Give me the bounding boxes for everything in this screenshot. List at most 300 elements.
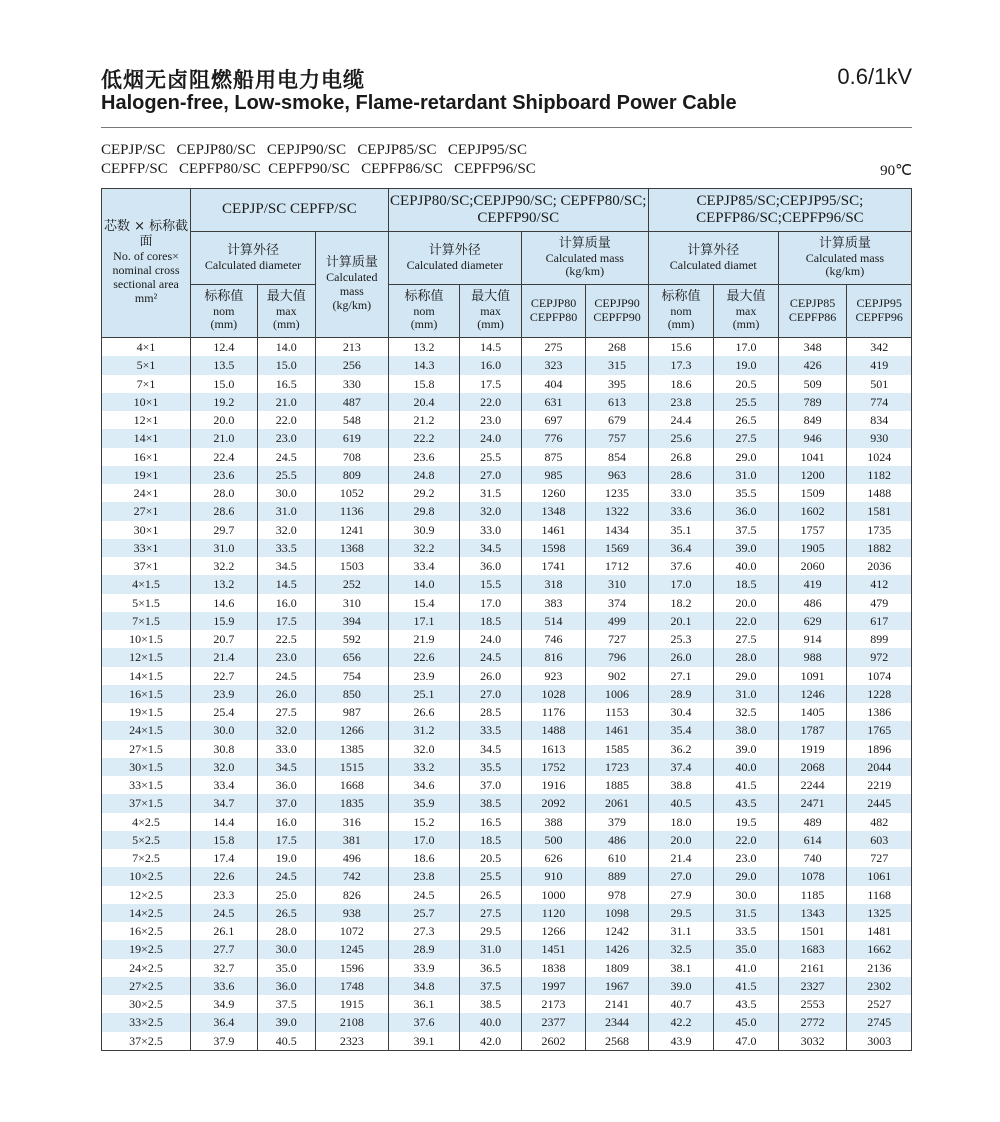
cell-diam-max: 24.5 xyxy=(257,867,315,885)
nom-header-2-unit: (mm) xyxy=(410,317,438,332)
cell-mass-cepjp95: 972 xyxy=(847,648,912,666)
cell-diam80-max: 38.5 xyxy=(460,995,521,1013)
cell-diam80-nom: 30.9 xyxy=(388,521,460,539)
corner-header xyxy=(102,189,191,338)
cell-mass-cepjp80: 1997 xyxy=(521,977,586,995)
cell-mass-cepjp90: 889 xyxy=(586,867,648,885)
nom-header-1-unit: (mm) xyxy=(210,317,238,332)
cell-diam80-nom: 21.9 xyxy=(388,630,460,648)
cell-diam80-max: 37.0 xyxy=(460,776,521,794)
cell-mass-cepjp95: 1735 xyxy=(847,521,912,539)
diameter-header-1 xyxy=(191,232,316,285)
cell-mass-cepjp85: 740 xyxy=(778,849,847,867)
nom-header-3-en: nom xyxy=(670,303,692,318)
cell-diam85-nom: 15.6 xyxy=(648,338,714,357)
cell-diam85-nom: 29.5 xyxy=(648,904,714,922)
cell-diam-nom: 34.9 xyxy=(191,995,258,1013)
table-row xyxy=(102,521,912,539)
cell-diam80-max: 29.5 xyxy=(460,922,521,940)
max-header-3-en: max xyxy=(735,303,757,318)
cell-mass-cepjp80: 2602 xyxy=(521,1032,586,1051)
cell-diam85-nom: 21.4 xyxy=(648,849,714,867)
cell-mass-cepjp80: 1348 xyxy=(521,502,586,520)
nom-header-1-en: nom xyxy=(213,303,235,318)
cell-diam85-nom: 25.3 xyxy=(648,630,714,648)
cell-size: 12×1 xyxy=(102,411,191,429)
cell-diam80-nom: 17.0 xyxy=(388,831,460,849)
cell-diam85-max: 22.0 xyxy=(714,831,779,849)
cell-diam80-nom: 25.1 xyxy=(388,685,460,703)
cell-mass-cepjp80: 1266 xyxy=(521,922,586,940)
cell-diam85-nom: 28.6 xyxy=(648,466,714,484)
corner-header-en: No. of cores× nominal cross sectional area mm² xyxy=(112,249,180,305)
cell-mass-cepjp85: 2060 xyxy=(778,557,847,575)
cell-diam-nom: 22.6 xyxy=(191,867,258,885)
cell-mass-cepjp90: 310 xyxy=(586,575,648,593)
cell-diam80-max: 17.5 xyxy=(460,375,521,393)
cell-mass-cepjp95: 1168 xyxy=(847,886,912,904)
cell-diam85-max: 19.5 xyxy=(714,813,779,831)
cell-diam-nom: 24.5 xyxy=(191,904,258,922)
cell-diam-max: 39.0 xyxy=(257,1013,315,1031)
cell-diam80-nom: 25.7 xyxy=(388,904,460,922)
cell-diam85-max: 17.0 xyxy=(714,338,779,357)
cell-mass-cepjp80: 1488 xyxy=(521,721,586,739)
cell-diam85-nom: 32.5 xyxy=(648,940,714,958)
cell-mass: 850 xyxy=(315,685,388,703)
cell-diam80-nom: 23.8 xyxy=(388,867,460,885)
cell-mass-cepjp85: 2471 xyxy=(778,794,847,812)
cell-diam80-nom: 27.3 xyxy=(388,922,460,940)
cell-size: 37×1.5 xyxy=(102,794,191,812)
cell-mass-cepjp80: 816 xyxy=(521,648,586,666)
cell-diam80-max: 36.5 xyxy=(460,959,521,977)
max-header-2-unit: (mm) xyxy=(477,317,504,332)
cell-diam85-nom: 18.2 xyxy=(648,594,714,612)
cell-diam80-max: 17.0 xyxy=(460,594,521,612)
page-title-english: Halogen-free, Low-smoke, Flame-retardant Shipboard Power Cable xyxy=(101,92,737,114)
group-header-standard: CEPJP/SC CEPFP/SC xyxy=(191,189,389,232)
cell-diam-max: 25.5 xyxy=(257,466,315,484)
table-row xyxy=(102,648,912,666)
cell-diam-max: 30.0 xyxy=(257,484,315,502)
cell-diam-nom: 13.2 xyxy=(191,575,258,593)
cell-diam80-max: 16.5 xyxy=(460,813,521,831)
cell-diam80-nom: 21.2 xyxy=(388,411,460,429)
cell-diam85-nom: 27.0 xyxy=(648,867,714,885)
mass-header-1 xyxy=(315,232,388,338)
cell-mass-cepjp95: 1061 xyxy=(847,867,912,885)
cell-mass: 1515 xyxy=(315,758,388,776)
title-divider xyxy=(101,127,912,128)
cell-size: 10×1 xyxy=(102,393,191,411)
cell-diam80-max: 33.5 xyxy=(460,721,521,739)
cell-diam-nom: 29.7 xyxy=(191,521,258,539)
cell-mass-cepjp95: 1765 xyxy=(847,721,912,739)
cell-mass: 656 xyxy=(315,648,388,666)
cell-mass-cepjp90: 1153 xyxy=(586,703,648,721)
cell-mass-cepjp80: 323 xyxy=(521,356,586,374)
cell-mass-cepjp95: 2302 xyxy=(847,977,912,995)
cell-diam80-max: 37.5 xyxy=(460,977,521,995)
cell-diam80-nom: 14.0 xyxy=(388,575,460,593)
cell-diam85-max: 31.5 xyxy=(714,904,779,922)
table-row xyxy=(102,904,912,922)
cell-mass-cepjp95: 2044 xyxy=(847,758,912,776)
cell-diam80-max: 23.0 xyxy=(460,411,521,429)
table-row xyxy=(102,849,912,867)
cell-diam80-nom: 14.3 xyxy=(388,356,460,374)
cell-mass-cepjp90: 1242 xyxy=(586,922,648,940)
cell-mass-cepjp95: 1024 xyxy=(847,448,912,466)
cell-diam80-nom: 22.6 xyxy=(388,648,460,666)
cell-mass-cepjp90: 796 xyxy=(586,648,648,666)
cell-mass-cepjp95: 1662 xyxy=(847,940,912,958)
cell-size: 19×1 xyxy=(102,466,191,484)
cable-spec-table xyxy=(101,188,912,1051)
cell-mass-cepjp80: 275 xyxy=(521,338,586,357)
cell-diam85-nom: 25.6 xyxy=(648,429,714,447)
cell-mass-cepjp80: 1598 xyxy=(521,539,586,557)
diameter-header-3-cn: 计算外径 xyxy=(687,242,740,258)
cell-mass: 394 xyxy=(315,612,388,630)
cell-mass: 1748 xyxy=(315,977,388,995)
table-row xyxy=(102,1013,912,1031)
table-row xyxy=(102,393,912,411)
cell-diam85-nom: 20.1 xyxy=(648,612,714,630)
cell-diam-max: 40.5 xyxy=(257,1032,315,1051)
cell-mass-cepjp95: 1481 xyxy=(847,922,912,940)
cell-size: 12×1.5 xyxy=(102,648,191,666)
cell-mass-cepjp95: 1182 xyxy=(847,466,912,484)
cell-diam-nom: 15.0 xyxy=(191,375,258,393)
cell-diam80-max: 24.0 xyxy=(460,429,521,447)
cell-size: 33×1.5 xyxy=(102,776,191,794)
cell-diam85-max: 45.0 xyxy=(714,1013,779,1031)
cell-diam-nom: 13.5 xyxy=(191,356,258,374)
max-header-1-cn: 最大值 xyxy=(266,288,306,304)
cell-diam-max: 22.0 xyxy=(257,411,315,429)
cell-mass-cepjp95: 412 xyxy=(847,575,912,593)
cell-diam85-max: 28.0 xyxy=(714,648,779,666)
cell-diam-max: 32.0 xyxy=(257,721,315,739)
cell-diam80-max: 27.0 xyxy=(460,685,521,703)
cell-diam80-max: 14.5 xyxy=(460,338,521,357)
cell-diam-nom: 26.1 xyxy=(191,922,258,940)
cell-mass-cepjp95: 774 xyxy=(847,393,912,411)
diameter-header-1-en: Calculated diameter xyxy=(204,257,302,272)
cell-mass-cepjp85: 1787 xyxy=(778,721,847,739)
cell-diam-max: 26.0 xyxy=(257,685,315,703)
cell-mass-cepjp95: 3003 xyxy=(847,1032,912,1051)
cell-mass-cepjp80: 1120 xyxy=(521,904,586,922)
cell-mass: 2108 xyxy=(315,1013,388,1031)
mass-header-3-cn: 计算质量 xyxy=(818,235,871,251)
cell-diam-nom: 32.2 xyxy=(191,557,258,575)
cell-mass-cepjp90: 757 xyxy=(586,429,648,447)
cell-diam-nom: 28.6 xyxy=(191,502,258,520)
cell-size: 27×2.5 xyxy=(102,977,191,995)
cell-diam80-max: 22.0 xyxy=(460,393,521,411)
cell-mass-cepjp85: 419 xyxy=(778,575,847,593)
cell-mass: 310 xyxy=(315,594,388,612)
cell-diam85-max: 29.0 xyxy=(714,867,779,885)
cell-mass-cepjp85: 2553 xyxy=(778,995,847,1013)
mass-col-cepjp80: CEPJP80 CEPFP80 xyxy=(521,285,586,338)
cell-mass-cepjp80: 1752 xyxy=(521,758,586,776)
mass-header-2-cn: 计算质量 xyxy=(558,235,611,251)
cell-mass: 496 xyxy=(315,849,388,867)
cell-diam85-nom: 17.0 xyxy=(648,575,714,593)
cell-mass: 1368 xyxy=(315,539,388,557)
table-row xyxy=(102,794,912,812)
cell-diam85-max: 19.0 xyxy=(714,356,779,374)
cell-diam80-max: 40.0 xyxy=(460,1013,521,1031)
group-header-80-90: CEPJP80/SC;CEPJP90/SC; CEPFP80/SC; CEPFP90/SC xyxy=(388,189,648,232)
cell-mass-cepjp95: 1581 xyxy=(847,502,912,520)
cell-mass-cepjp80: 746 xyxy=(521,630,586,648)
table-row xyxy=(102,466,912,484)
cell-mass-cepjp85: 1757 xyxy=(778,521,847,539)
cell-mass-cepjp90: 902 xyxy=(586,667,648,685)
cell-mass-cepjp80: 697 xyxy=(521,411,586,429)
cell-diam85-nom: 28.9 xyxy=(648,685,714,703)
table-row xyxy=(102,886,912,904)
cell-size: 16×2.5 xyxy=(102,922,191,940)
cell-diam85-max: 36.0 xyxy=(714,502,779,520)
cell-diam85-nom: 37.4 xyxy=(648,758,714,776)
max-header-1-unit: (mm) xyxy=(272,317,300,332)
table-row xyxy=(102,557,912,575)
cell-diam80-nom: 20.4 xyxy=(388,393,460,411)
table-row xyxy=(102,703,912,721)
cell-mass: 1915 xyxy=(315,995,388,1013)
cell-diam85-max: 23.0 xyxy=(714,849,779,867)
cell-size: 5×1.5 xyxy=(102,594,191,612)
cell-mass-cepjp95: 2445 xyxy=(847,794,912,812)
cell-diam80-nom: 17.1 xyxy=(388,612,460,630)
cell-diam85-max: 25.5 xyxy=(714,393,779,411)
cell-mass-cepjp95: 2745 xyxy=(847,1013,912,1031)
max-header-2-cn: 最大值 xyxy=(471,288,511,304)
cell-size: 24×2.5 xyxy=(102,959,191,977)
max-header-3 xyxy=(714,285,779,338)
cell-diam85-nom: 36.4 xyxy=(648,539,714,557)
cell-diam85-nom: 30.4 xyxy=(648,703,714,721)
cell-mass-cepjp85: 2327 xyxy=(778,977,847,995)
cell-mass-cepjp85: 2772 xyxy=(778,1013,847,1031)
cell-diam80-nom: 32.2 xyxy=(388,539,460,557)
cell-diam85-max: 20.5 xyxy=(714,375,779,393)
cell-mass-cepjp90: 1006 xyxy=(586,685,648,703)
cell-diam85-nom: 27.1 xyxy=(648,667,714,685)
cell-mass-cepjp90: 1098 xyxy=(586,904,648,922)
cell-mass-cepjp90: 727 xyxy=(586,630,648,648)
cell-diam-nom: 31.0 xyxy=(191,539,258,557)
cell-diam-max: 26.5 xyxy=(257,904,315,922)
cell-mass-cepjp90: 1723 xyxy=(586,758,648,776)
cell-mass-cepjp85: 1905 xyxy=(778,539,847,557)
table-row xyxy=(102,411,912,429)
cell-mass: 213 xyxy=(315,338,388,357)
nom-header-3 xyxy=(648,285,714,338)
cell-diam80-max: 28.5 xyxy=(460,703,521,721)
max-header-1-en: max xyxy=(275,303,297,318)
cell-diam-max: 17.5 xyxy=(257,831,315,849)
cell-mass-cepjp80: 923 xyxy=(521,667,586,685)
cell-diam-nom: 21.4 xyxy=(191,648,258,666)
table-row xyxy=(102,612,912,630)
cell-diam80-nom: 35.9 xyxy=(388,794,460,812)
cell-diam-max: 34.5 xyxy=(257,557,315,575)
cell-diam80-max: 32.0 xyxy=(460,502,521,520)
cell-diam80-max: 33.0 xyxy=(460,521,521,539)
cell-diam85-max: 18.5 xyxy=(714,575,779,593)
diameter-header-1-cn: 计算外径 xyxy=(227,242,280,258)
cell-mass-cepjp90: 2141 xyxy=(586,995,648,1013)
cell-diam-max: 14.5 xyxy=(257,575,315,593)
model-list-line-1: CEPJP/SC CEPJP80/SC CEPJP90/SC CEPJP85/SC CEPJP95/SC xyxy=(101,142,528,158)
cell-diam-nom: 21.0 xyxy=(191,429,258,447)
cell-mass-cepjp80: 388 xyxy=(521,813,586,831)
cell-diam80-nom: 37.6 xyxy=(388,1013,460,1031)
cell-diam85-max: 27.5 xyxy=(714,429,779,447)
cell-diam80-max: 15.5 xyxy=(460,575,521,593)
cell-size: 30×2.5 xyxy=(102,995,191,1013)
cell-diam85-max: 26.5 xyxy=(714,411,779,429)
cell-mass-cepjp85: 1405 xyxy=(778,703,847,721)
cell-diam85-max: 37.5 xyxy=(714,521,779,539)
cell-mass-cepjp95: 930 xyxy=(847,429,912,447)
cell-mass-cepjp95: 617 xyxy=(847,612,912,630)
cell-diam-max: 16.5 xyxy=(257,375,315,393)
cell-diam-nom: 17.4 xyxy=(191,849,258,867)
cell-diam80-nom: 29.8 xyxy=(388,502,460,520)
cell-mass-cepjp95: 1488 xyxy=(847,484,912,502)
cell-diam80-nom: 39.1 xyxy=(388,1032,460,1051)
model-list-line-2: CEPFP/SC CEPFP80/SC CEPFP90/SC CEPFP86/SC CEPFP96/SC xyxy=(101,161,536,177)
cell-size: 16×1 xyxy=(102,448,191,466)
cell-diam-nom: 15.9 xyxy=(191,612,258,630)
cell-mass-cepjp95: 482 xyxy=(847,813,912,831)
cell-diam80-max: 27.5 xyxy=(460,904,521,922)
cell-diam-max: 36.0 xyxy=(257,776,315,794)
cell-mass-cepjp85: 1185 xyxy=(778,886,847,904)
cell-mass-cepjp90: 315 xyxy=(586,356,648,374)
cell-diam85-max: 31.0 xyxy=(714,466,779,484)
cell-mass-cepjp85: 614 xyxy=(778,831,847,849)
mass-header-1-unit: (kg/km) xyxy=(332,297,372,312)
cell-mass: 742 xyxy=(315,867,388,885)
cell-mass: 1266 xyxy=(315,721,388,739)
temperature-rating: 90℃ xyxy=(880,163,912,179)
cell-diam-max: 35.0 xyxy=(257,959,315,977)
cell-mass-cepjp95: 342 xyxy=(847,338,912,357)
cell-mass-cepjp85: 486 xyxy=(778,594,847,612)
cell-mass: 754 xyxy=(315,667,388,685)
cell-size: 4×1.5 xyxy=(102,575,191,593)
cell-diam-nom: 33.4 xyxy=(191,776,258,794)
cell-size: 30×1.5 xyxy=(102,758,191,776)
cell-diam80-nom: 29.2 xyxy=(388,484,460,502)
group-header-85-95: CEPJP85/SC;CEPJP95/SC; CEPFP86/SC;CEPFP96/SC xyxy=(648,189,911,232)
cell-diam85-nom: 24.4 xyxy=(648,411,714,429)
cell-mass-cepjp85: 1246 xyxy=(778,685,847,703)
cell-mass: 1245 xyxy=(315,940,388,958)
cell-diam-nom: 32.0 xyxy=(191,758,258,776)
cell-diam80-max: 34.5 xyxy=(460,539,521,557)
cell-diam85-nom: 37.6 xyxy=(648,557,714,575)
diameter-header-2 xyxy=(388,232,521,285)
cell-mass-cepjp85: 946 xyxy=(778,429,847,447)
cell-diam85-nom: 35.4 xyxy=(648,721,714,739)
diameter-header-3 xyxy=(648,232,778,285)
cell-diam-max: 36.0 xyxy=(257,977,315,995)
cell-mass-cepjp80: 2377 xyxy=(521,1013,586,1031)
cell-mass-cepjp80: 318 xyxy=(521,575,586,593)
cell-diam80-max: 31.0 xyxy=(460,940,521,958)
table-row xyxy=(102,594,912,612)
table-row xyxy=(102,484,912,502)
cell-diam85-nom: 33.0 xyxy=(648,484,714,502)
cell-mass-cepjp90: 1235 xyxy=(586,484,648,502)
cell-diam85-nom: 36.2 xyxy=(648,740,714,758)
cell-mass-cepjp95: 2136 xyxy=(847,959,912,977)
cell-mass-cepjp80: 1838 xyxy=(521,959,586,977)
cell-diam-nom: 14.6 xyxy=(191,594,258,612)
cell-mass: 592 xyxy=(315,630,388,648)
cell-diam-max: 17.5 xyxy=(257,612,315,630)
cell-diam85-max: 29.0 xyxy=(714,667,779,685)
table-row xyxy=(102,867,912,885)
cell-mass-cepjp90: 268 xyxy=(586,338,648,357)
mass-col-cepjp90: CEPJP90 CEPFP90 xyxy=(586,285,648,338)
table-row xyxy=(102,429,912,447)
cell-diam85-max: 39.0 xyxy=(714,539,779,557)
cell-size: 7×2.5 xyxy=(102,849,191,867)
cell-diam-nom: 30.8 xyxy=(191,740,258,758)
cell-mass: 1385 xyxy=(315,740,388,758)
table-row xyxy=(102,685,912,703)
cell-mass-cepjp80: 1451 xyxy=(521,940,586,958)
cell-size: 24×1.5 xyxy=(102,721,191,739)
mass-col-cepjp85: CEPJP85 CEPFP86 xyxy=(778,285,847,338)
cell-diam-nom: 25.4 xyxy=(191,703,258,721)
nom-header-2-en: nom xyxy=(413,303,435,318)
cell-diam-nom: 33.6 xyxy=(191,977,258,995)
mass-header-3 xyxy=(778,232,911,285)
table-row xyxy=(102,959,912,977)
diameter-header-2-cn: 计算外径 xyxy=(428,242,481,258)
cell-diam-max: 25.0 xyxy=(257,886,315,904)
max-header-3-cn: 最大值 xyxy=(726,288,766,304)
cell-mass-cepjp95: 2036 xyxy=(847,557,912,575)
cell-diam85-nom: 26.0 xyxy=(648,648,714,666)
cell-diam85-max: 27.5 xyxy=(714,630,779,648)
cell-mass-cepjp80: 776 xyxy=(521,429,586,447)
page-title-chinese: 低烟无卤阻燃船用电力电缆 xyxy=(101,68,365,92)
cell-diam85-nom: 42.2 xyxy=(648,1013,714,1031)
cell-diam-max: 22.5 xyxy=(257,630,315,648)
mass-header-3-en: Calculated mass xyxy=(805,250,885,265)
table-row xyxy=(102,375,912,393)
cell-mass-cepjp90: 1434 xyxy=(586,521,648,539)
cell-size: 14×2.5 xyxy=(102,904,191,922)
cell-mass-cepjp95: 479 xyxy=(847,594,912,612)
corner-header-cn: 芯数 × 标称截面 xyxy=(103,219,189,250)
cell-diam85-max: 20.0 xyxy=(714,594,779,612)
cell-mass-cepjp90: 1885 xyxy=(586,776,648,794)
